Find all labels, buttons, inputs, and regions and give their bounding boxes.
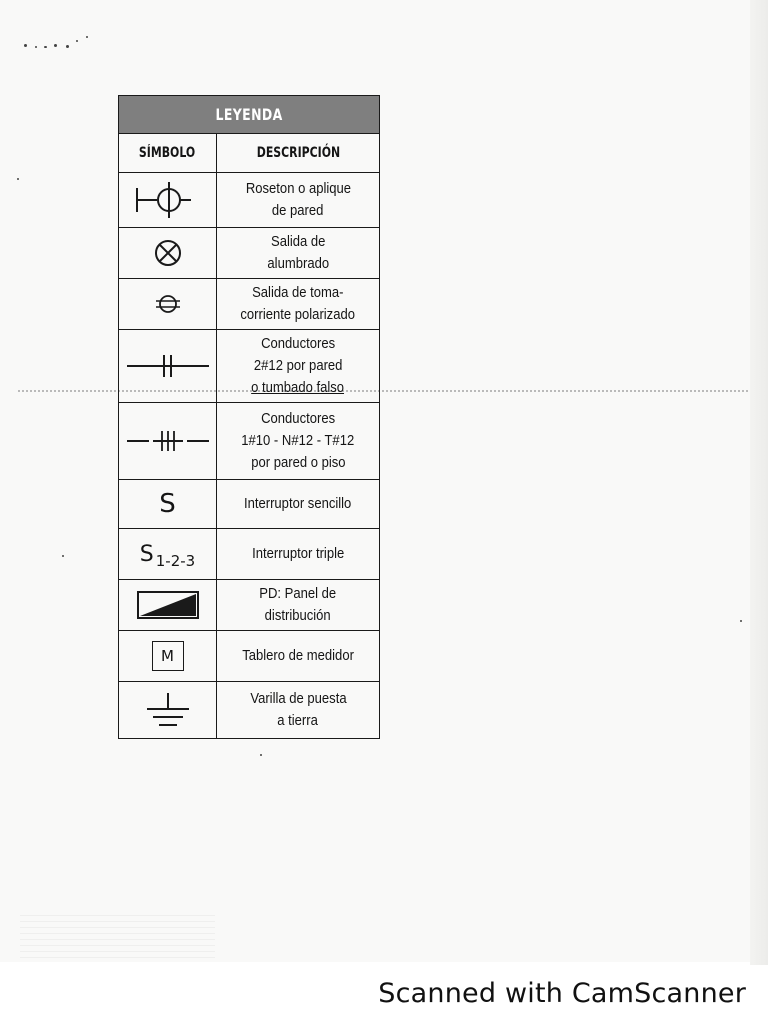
- symbol-cell: [119, 480, 217, 529]
- triple-switch-symbol: S $_{1-2-3}$: [139, 541, 196, 570]
- single-switch-symbol: S: [159, 489, 176, 519]
- table-row: [119, 480, 380, 529]
- description-column-header: DESCRIPCIÓN: [217, 134, 380, 173]
- symbol-cell: [119, 682, 217, 739]
- symbol-cell: [119, 173, 217, 228]
- two-conductors-icon: [125, 351, 211, 381]
- description-cell: Interruptor sencillo: [217, 480, 380, 529]
- description-cell: Conductores 2#12 por pared o tumbado falso: [217, 330, 380, 403]
- description-cell: Salida de toma- corriente polarizado: [217, 279, 380, 330]
- scan-speck: [24, 44, 27, 47]
- description-cell: Salida de alumbrado: [217, 228, 380, 279]
- meter-box-icon: M: [152, 641, 184, 671]
- scan-speck: [740, 620, 742, 622]
- symbol-cell: [119, 580, 217, 631]
- table-row: [119, 403, 380, 480]
- scan-speck: [260, 754, 262, 756]
- scan-speck: [86, 36, 88, 38]
- table-row: [119, 580, 380, 631]
- description-cell: PD: Panel de distribución: [217, 580, 380, 631]
- three-conductors-icon: [125, 426, 211, 456]
- table-row: [119, 682, 380, 739]
- ground-rod-icon: [143, 691, 193, 729]
- scan-speck: [17, 178, 19, 180]
- symbol-column-header: SÍMBOLO: [119, 134, 217, 173]
- description-cell: Interruptor triple: [217, 529, 380, 580]
- scan-speck: [66, 45, 69, 48]
- symbol-cell: [119, 631, 217, 682]
- table-row: [119, 529, 380, 580]
- table-row: [119, 631, 380, 682]
- table-row: [119, 330, 380, 403]
- table-row: [119, 279, 380, 330]
- symbol-cell: [119, 228, 217, 279]
- scan-speck: [54, 44, 57, 47]
- polarized-outlet-icon: [151, 291, 185, 317]
- scan-speck: [62, 555, 64, 557]
- legend-table: [118, 95, 380, 739]
- legend-title: LEYENDA: [119, 96, 380, 134]
- camscanner-watermark: Scanned with CamScanner: [378, 978, 746, 1009]
- distribution-panel-icon: [136, 590, 200, 620]
- symbol-cell: [119, 529, 217, 580]
- description-cell: Varilla de puesta a tierra: [217, 682, 380, 739]
- symbol-cell: [119, 330, 217, 403]
- scan-speck: [44, 46, 47, 48]
- description-cell: Conductores 1#10 - N#12 - T#12 por pared o piso: [217, 403, 380, 480]
- scan-speck: [35, 46, 37, 48]
- symbol-cell: [119, 403, 217, 480]
- table-row: [119, 173, 380, 228]
- description-cell: Roseton o aplique de pared: [217, 173, 380, 228]
- wall-sconce-icon: [133, 180, 203, 220]
- lighting-outlet-icon: [151, 236, 185, 270]
- symbol-cell: [119, 279, 217, 330]
- scan-speck: [76, 40, 78, 42]
- table-row: [119, 228, 380, 279]
- description-cell: Tablero de medidor: [217, 631, 380, 682]
- scan-smudge: [20, 915, 215, 960]
